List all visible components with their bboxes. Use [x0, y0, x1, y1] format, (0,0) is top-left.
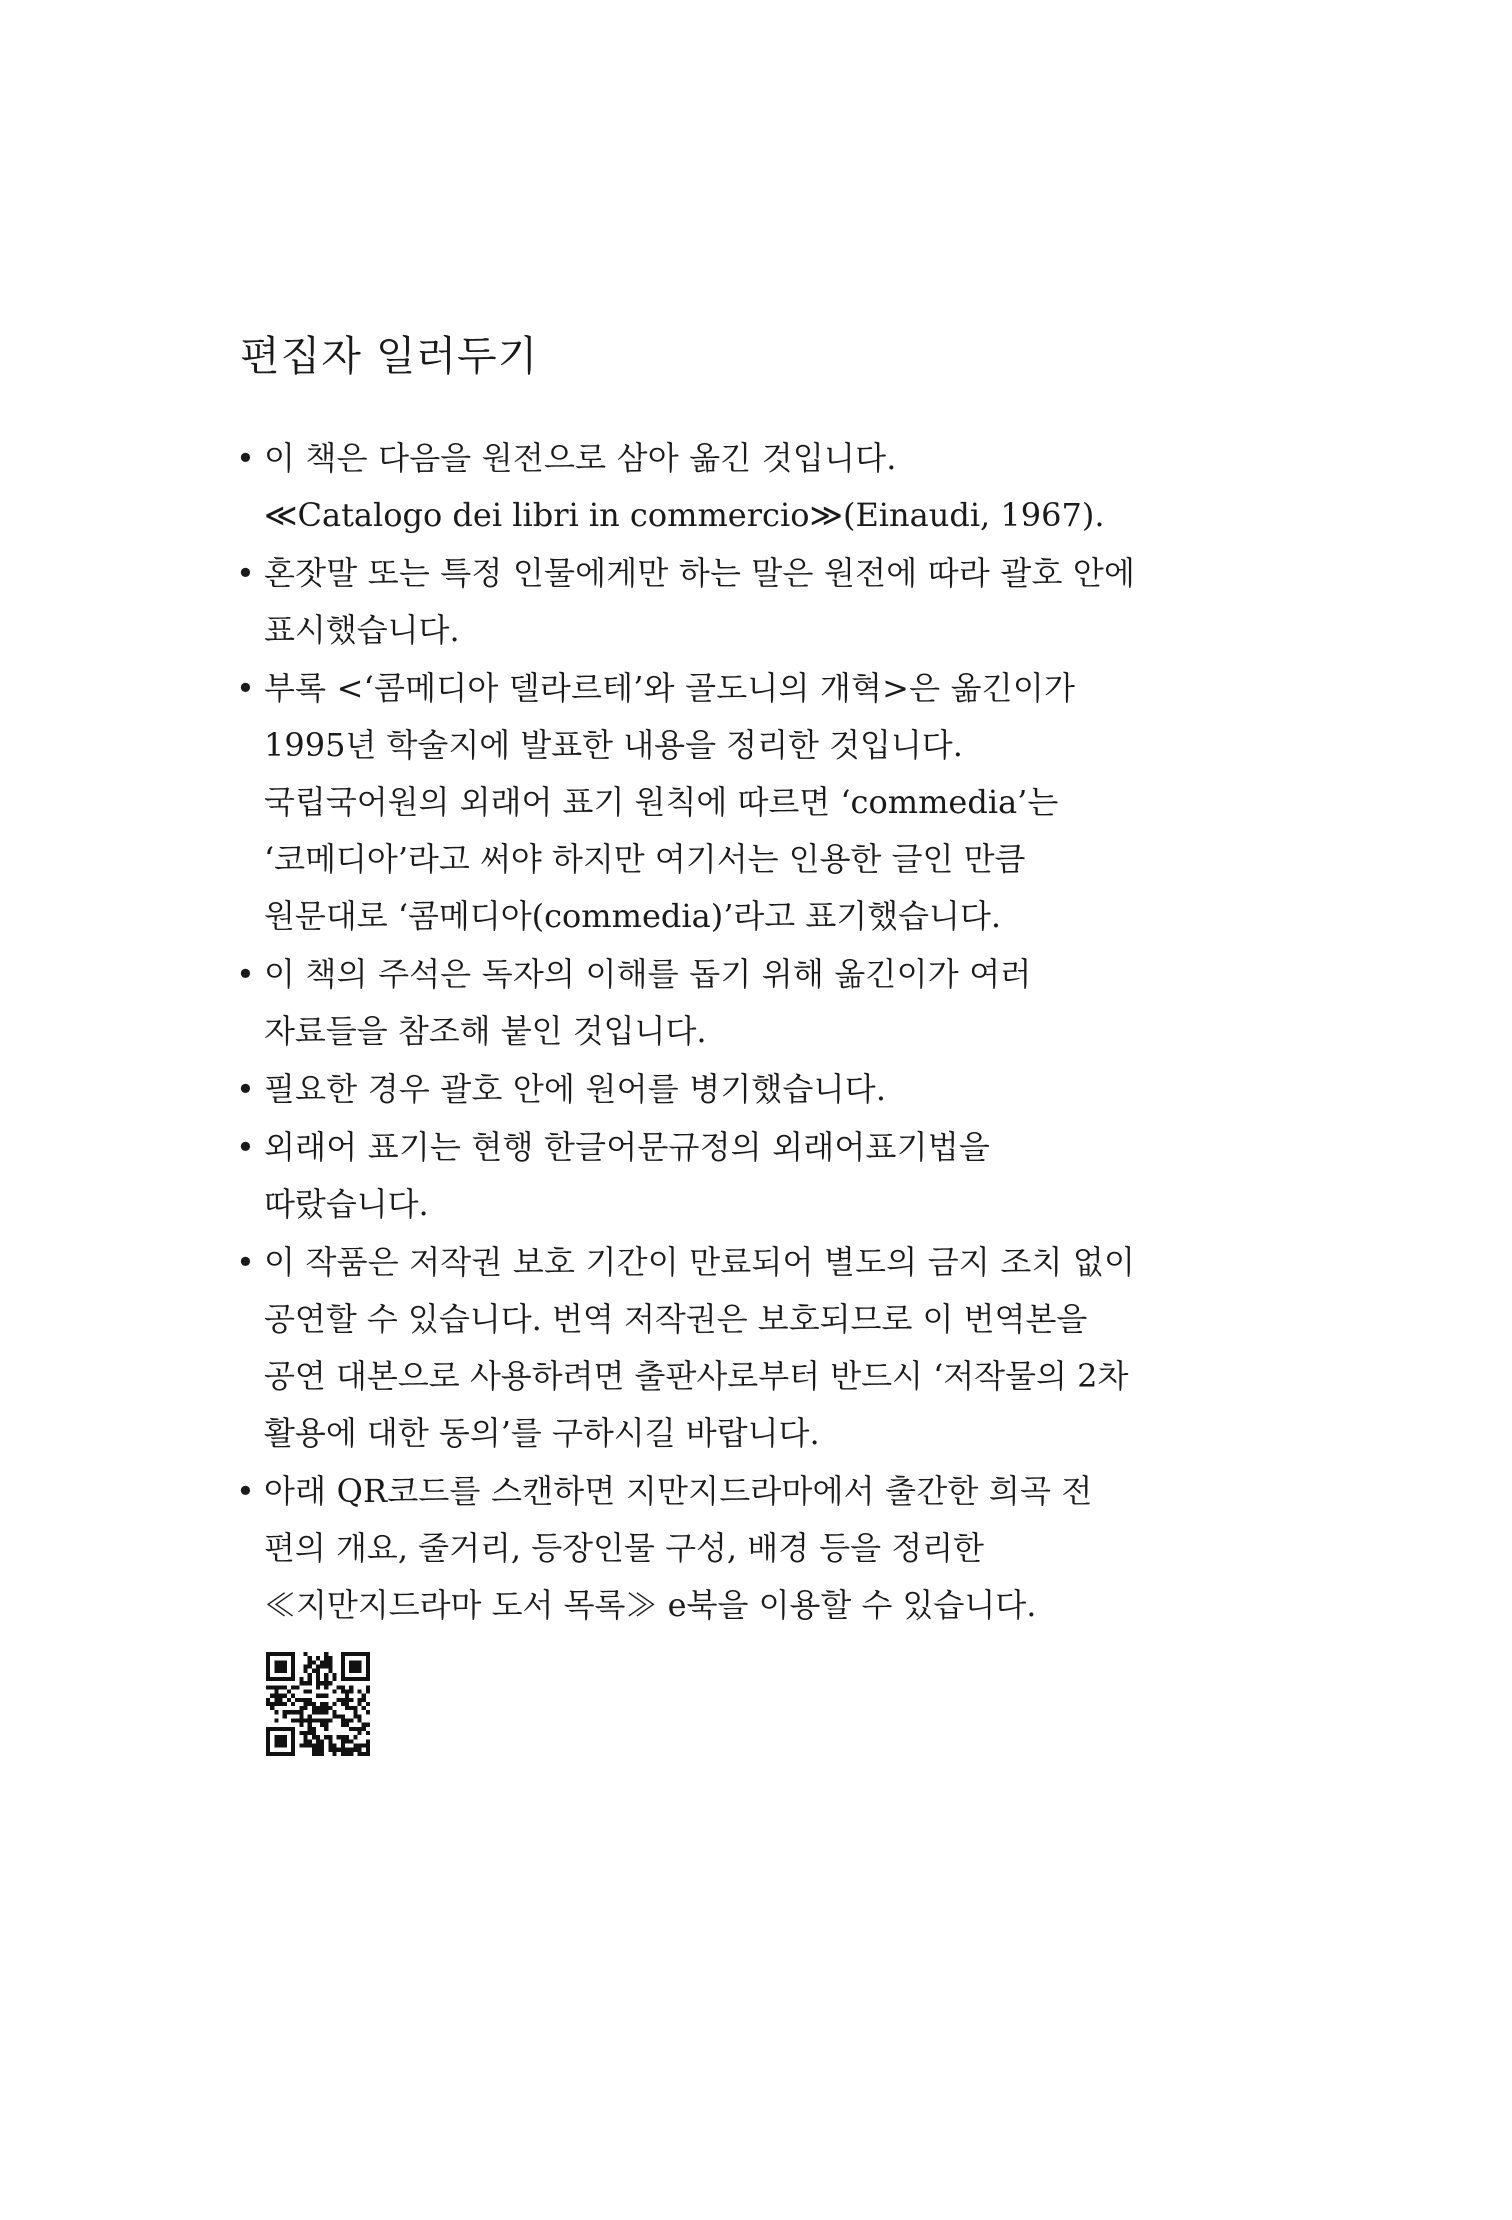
note-line: ≪지만지드라마 도서 목록≫ e북을 이용할 수 있습니다. — [264, 1586, 1037, 1624]
note-line: 아래 QR코드를 스캔하면 지만지드라마에서 출간한 희곡 전 — [264, 1472, 1093, 1510]
note-line: ‘코메디아’라고 써야 하지만 여기서는 인용한 글인 만큼 — [264, 840, 1026, 878]
note-line: 따랐습니다. — [264, 1185, 429, 1223]
bullet: • — [236, 554, 255, 592]
note-item — [236, 946, 1296, 1060]
bullet: • — [236, 1243, 255, 1281]
note-line: 이 책의 주석은 독자의 이해를 돕기 위해 옮긴이가 여러 — [264, 955, 1032, 993]
bullet: • — [236, 1070, 255, 1108]
note-line: 자료들을 참조해 붙인 것입니다. — [264, 1012, 707, 1050]
note-line: 편의 개요, 줄거리, 등장인물 구성, 배경 등을 정리한 — [264, 1529, 984, 1567]
note-line: 공연 대본으로 사용하려면 출판사로부터 반드시 ‘저작물의 2차 — [264, 1357, 1129, 1395]
note-line: 표시했습니다. — [264, 611, 460, 649]
page-title: 편집자 일러두기 — [240, 332, 539, 380]
note-line: 원문대로 ‘콤메디아(commedia)’라고 표기했습니다. — [264, 897, 1002, 935]
note-line: 1995년 학술지에 발표한 내용을 정리한 것입니다. — [264, 726, 963, 764]
bullet: • — [236, 1128, 255, 1166]
qr-code-icon[interactable] — [266, 1652, 370, 1756]
note-line: 필요한 경우 괄호 안에 원어를 병기했습니다. — [264, 1070, 887, 1108]
note-line: 이 책은 다음을 원전으로 삼아 옮긴 것입니다. — [264, 439, 897, 477]
note-line: 혼잣말 또는 특정 인물에게만 하는 말은 원전에 따라 괄호 안에 — [264, 554, 1136, 592]
note-line: 이 작품은 저작권 보호 기간이 만료되어 별도의 금지 조치 없이 — [264, 1243, 1136, 1281]
note-item — [236, 1463, 1296, 1634]
note-item — [236, 1061, 1296, 1118]
bullet: • — [236, 1472, 255, 1510]
note-item — [236, 545, 1296, 659]
note-line: 부록 <‘콤메디아 델라르테’와 골도니의 개혁>은 옮긴이가 — [264, 669, 1076, 707]
note-line: 외래어 표기는 현행 한글어문규정의 외래어표기법을 — [264, 1128, 990, 1166]
note-item — [236, 1234, 1296, 1462]
note-line: ≪Catalogo dei libri in commercio≫(Einaudi, 1967). — [264, 496, 1105, 534]
note-line: 활용에 대한 동의’를 구하시길 바랍니다. — [264, 1414, 820, 1452]
note-item — [236, 430, 1296, 544]
note-item — [236, 1119, 1296, 1233]
editor-notes-list — [236, 430, 1296, 1635]
note-item — [236, 660, 1296, 945]
note-line: 공연할 수 있습니다. 번역 저작권은 보호되므로 이 번역본을 — [264, 1300, 1088, 1338]
bullet: • — [236, 669, 255, 707]
note-line: 국립국어원의 외래어 표기 원칙에 따르면 ‘commedia’는 — [264, 783, 1059, 821]
bullet: • — [236, 955, 255, 993]
bullet: • — [236, 439, 255, 477]
